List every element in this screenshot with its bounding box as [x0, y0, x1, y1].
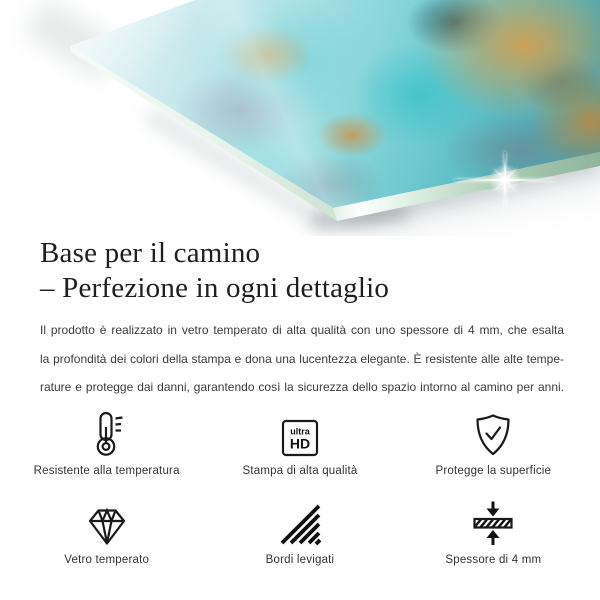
page-title — [40, 236, 564, 306]
feature-label: Vetro temperato — [64, 553, 150, 566]
glass-panel-artwork — [0, 0, 600, 236]
description-line: la profondità dei colori della stampa e dona una lucentezza elegante. È resistente alle alte tempe- — [40, 351, 564, 366]
title-line-2: – Perfezione in ogni dettaglio — [40, 272, 390, 304]
ultra-hd-icon — [281, 411, 319, 457]
feature-surface-protection — [397, 411, 590, 478]
product-description — [40, 316, 564, 402]
feature-label: Bordi levigati — [265, 553, 335, 566]
description-line: Il prodotto è realizzato in vetro temperato di alta qualità con uno spessore di 4 mm, che esalta — [40, 323, 564, 337]
title-line-1: Base per il camino — [40, 237, 261, 269]
feature-label: Spessore di 4 mm — [445, 553, 542, 566]
description-line: rature e protegge dai danni, garantendo così la sicurezza dello spazio intorno al camino per anni. — [40, 380, 564, 395]
product-photo — [0, 0, 600, 236]
feature-label: Protegge la superficie — [435, 464, 552, 477]
polished-edges-icon — [278, 500, 322, 546]
feature-print-quality — [203, 411, 396, 478]
feature-temperature-resistant — [10, 411, 203, 478]
hd-label: HD — [289, 435, 311, 452]
thermometer-icon — [90, 411, 124, 457]
feature-label: Stampa di alta qualità — [242, 464, 358, 477]
thickness-4mm-icon — [472, 500, 514, 546]
feature-thickness — [397, 500, 590, 567]
feature-polished-edges — [203, 500, 396, 567]
ultra-label: ultra — [290, 426, 310, 437]
feature-label: Resistente alla temperatura — [33, 464, 180, 477]
feature-tempered-glass — [10, 500, 203, 567]
diamond-icon — [86, 500, 128, 546]
product-text-section — [0, 236, 600, 402]
shield-check-icon — [473, 411, 513, 457]
feature-grid — [10, 411, 590, 567]
